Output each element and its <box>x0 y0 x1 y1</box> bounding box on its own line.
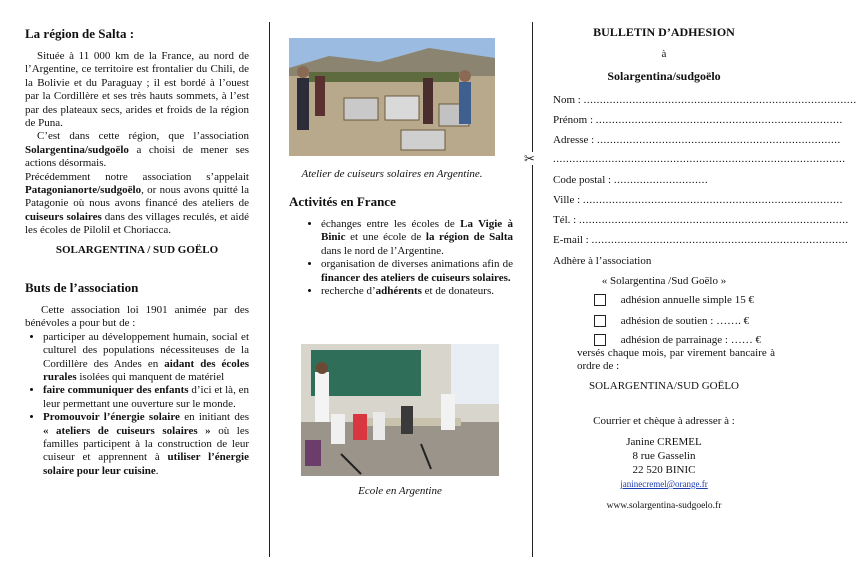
activities-list <box>289 218 513 298</box>
salta-paragraph-2: C’est dans cette région, que l’association Solargentina/sudgoëlo a choisi de mener ses actions désormais. <box>25 130 250 170</box>
form-title: BULLETIN D’ADHESION <box>593 25 735 39</box>
checkbox-parrainage[interactable] <box>594 334 606 346</box>
left-column <box>25 0 249 565</box>
option-parrainage[interactable]: adhésion de parrainage : …… € <box>594 334 761 347</box>
payee-name: SOLARGENTINA/SUD GOËLO <box>588 380 740 392</box>
mail-title: Courrier et chèque à adresser à : <box>593 415 735 427</box>
field-tel[interactable]: Tél. : ................................................................................... <box>553 214 849 226</box>
buts-list <box>25 331 249 478</box>
salta-paragraph-3: Précédemment notre association s’appelait Patagonianorte/sudgoëlo, or nous avons quitté la Patagonie où nous avons financé des ateliers de cuiseurs solaires dans des villages reculés, et aidé les écoles de Pilolil et Choriacca. <box>25 170 249 237</box>
buts-title: Buts de l’association <box>25 280 139 295</box>
checkbox-simple[interactable] <box>594 294 606 306</box>
contact-name: Janine CREMEL <box>626 436 702 448</box>
list-item: • faire communiquer des enfants d’ici et là, en leur permettant une ouverture sur le monde. <box>43 384 249 411</box>
website-link[interactable]: www.solargentina-sudgoelo.fr <box>606 501 722 511</box>
column-divider-right <box>532 22 533 557</box>
field-email[interactable]: E-mail : ............................................................................... <box>553 234 849 246</box>
contact-street: 8 rue Gasselin <box>632 450 696 462</box>
field-code-postal[interactable]: Code postal : ............................. <box>553 174 709 186</box>
column-divider-left <box>269 22 270 557</box>
list-item: • échanges entre les écoles de La Vigie à Binic et une école de la région de Salta dans le nord de l’Argentine. <box>321 218 513 258</box>
field-adresse[interactable]: Adresse : ........................................................................... <box>553 134 841 146</box>
solar-cooker-workshop-photo <box>289 38 495 156</box>
field-prenom[interactable]: Prénom : ............................................................................ <box>553 114 843 126</box>
contact-city: 22 520 BINIC <box>632 464 696 476</box>
buts-intro: Cette association loi 1901 animée par des bénévoles a pour but de : <box>25 304 249 330</box>
contact-email-link[interactable]: janinecremel@orange.fr <box>620 479 708 489</box>
checkbox-soutien[interactable] <box>594 315 606 327</box>
list-item: • organisation de diverses animations afin de financer des ateliers de cuiseurs solaires. <box>321 258 513 285</box>
list-item: • Promouvoir l’énergie solaire en initiant des « ateliers de cuiseurs solaires » où les familles participent à la construction de leur cuiseur et apprennent à utiliser l’énergie solaire pour leur cuisine. <box>43 411 249 478</box>
workshop-caption: Atelier de cuiseurs solaires en Argentine. <box>301 168 483 180</box>
form-title-a: à <box>661 48 667 60</box>
scissors-icon: ✂ <box>524 151 535 166</box>
field-adresse-line2[interactable]: .......................................................................................... <box>553 153 846 165</box>
list-item: • recherche d’adhérents et de donateurs. <box>321 285 513 298</box>
salta-title: La région de Salta : <box>25 26 135 41</box>
field-nom[interactable]: Nom : .................................................................................... <box>553 94 857 106</box>
list-item: • participer au développement humain, social et culturel des populations nécessiteuses de la Cordillère des Andes en aidant des écoles rurales isolées qui manquent de matériel <box>43 331 249 385</box>
form-title-association: Solargentina/sudgoëlo <box>607 69 721 83</box>
activities-title: Activités en France <box>289 194 396 209</box>
adhere-label: Adhère à l’association <box>553 255 652 267</box>
school-photo <box>301 344 499 476</box>
association-quote: « Solargentina /Sud Goëlo » <box>601 275 727 287</box>
parrainage-details: versés chaque mois, par virement bancaire à ordre de : <box>577 347 775 373</box>
association-name-center: SOLARGENTINA / SUD GOËLO <box>55 243 219 256</box>
option-soutien[interactable]: adhésion de soutien : ……. € <box>594 315 749 328</box>
option-simple[interactable]: adhésion annuelle simple 15 € <box>594 294 754 307</box>
salta-paragraph-1: Située à 11 000 km de la France, au nord de l’Argentine, ce territoire est frontalier du Chili, de la Bolivie et du Paraguay ; il est bordé à l’ouest par la Cordillère et ses très hauts sommets, à l’est par des plateaux secs, arides et froids de la région de Puna. <box>25 50 249 130</box>
school-caption: Ecole en Argentine <box>358 485 442 497</box>
field-ville[interactable]: Ville : ................................................................................ <box>553 194 843 206</box>
